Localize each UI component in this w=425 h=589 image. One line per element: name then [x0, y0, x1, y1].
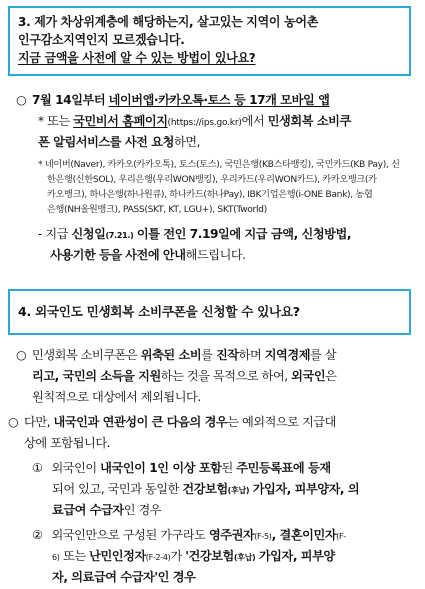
answer-4-text: 를 [201, 348, 213, 362]
question-4-line-1: 4. 외국인도 민생회복 소비쿠폰을 신청할 수 있나요? [18, 304, 300, 319]
answer-3-sub-b: 사전에 안내 [125, 248, 186, 262]
case-2-line-2 [52, 546, 335, 568]
case-bold: '건강보험 [185, 549, 234, 563]
answer-3-line-3 [38, 132, 200, 153]
answer-4-text: 민생회복 소비쿠폰은 [32, 348, 138, 362]
answer-4-text: 는 예외적으로 지급대 [227, 415, 336, 429]
case-bold: 주민등록표에 등재 [236, 461, 331, 475]
answer-3-date: 7월 14일부터 [32, 93, 106, 107]
answer-4-p2-line-1 [8, 412, 336, 433]
case-small: 6) [52, 553, 60, 562]
answer-4-text: 하며 [238, 348, 262, 362]
case-1-line-3 [52, 500, 161, 521]
apps-note-line-3: 카오뱅크), 하나은행(하나원큐), 하나카드(하나Pay), IBK기업은행(i-ONE Bank), 농협 [47, 189, 373, 200]
answer-4-text: 다만, [24, 415, 51, 429]
answer-3-sub-c: 해드립니다. [185, 248, 246, 262]
apps-note-line-1: * 네이버(Naver), 카카오(카카오톡), 토스(토스), 국민은행(KB스타뱅킹), 국민카드(KB Pay), 신 [38, 159, 400, 170]
answer-3-sub-line-1 [38, 224, 351, 246]
case-bold: 건강보험 [182, 482, 228, 496]
answer-3-line-1 [16, 90, 329, 111]
answer-3-sub-a: 사용기한 등을 [50, 248, 122, 262]
answer-4-bold: 리고, 국민의 소득을 지원 [32, 369, 161, 383]
answer-4-p1-line-3: 원칙적으로 대상에서 제외됩니다. [32, 390, 201, 404]
answer-3-mid: 에서 [241, 114, 265, 128]
question-3-box [8, 6, 411, 76]
answer-4-p2-line-2: 상에 포함됩니다. [24, 436, 111, 450]
apps-note-line-4: 은행(NH올원뱅크), PASS(SKT, KT, LGU+), SKT(Tworld) [47, 204, 267, 215]
case-bold: , 결혼이민자 [271, 528, 337, 542]
answer-4-text: 하는 것을 목적으로 하여, [160, 369, 288, 383]
answer-3-prefix: * 또는 [38, 114, 70, 128]
case-text: 외국인만으로 구성된 가구라도 [51, 528, 206, 542]
answer-3-end: 하면, [173, 135, 201, 149]
case-small: (F-2-4) [145, 553, 171, 562]
answer-4-bold: 위축된 소비 [140, 348, 202, 362]
bullet-circle: ○ [16, 348, 27, 362]
question-3-line-3: 지금 금액을 사전에 알 수 있는 방법이 있나요? [18, 50, 256, 65]
answer-4-p1-line-1 [16, 345, 336, 366]
answer-3-apply: 신청일 [71, 227, 106, 241]
case-bold: 료급여 수급자 [52, 503, 124, 517]
case-bold: 영주권자 [208, 528, 255, 542]
answer-4-bold: 진작 [215, 348, 239, 362]
case-text: 외국인이 [51, 461, 97, 475]
case-text: 된 [221, 461, 233, 475]
answer-3-apps: 네이버앱·카카오톡·토스 등 17개 모바일 앱 [108, 93, 330, 107]
case-text: 가 [170, 549, 182, 563]
case-small: (F-5) [254, 532, 272, 541]
answer-4-p1-line-2 [32, 366, 336, 387]
case-text: 또는 [63, 549, 86, 563]
answer-4-bold: 외국인 [291, 369, 326, 383]
case-bold: 난민인정자 [89, 549, 146, 563]
answer-4-text: 를 살 [310, 348, 337, 362]
answer-4-bold: 내국인과 연관성이 큰 다음의 경우 [53, 415, 228, 429]
answer-3-service-b: 폰 알림서비스를 사전 요청 [38, 135, 174, 149]
answer-3-apply-date: (7.21.) [105, 231, 134, 240]
answer-4-text: 은 [325, 369, 337, 383]
case-1-line-1 [32, 458, 331, 479]
case-2-line-1 [32, 525, 346, 547]
case-bold: 자, 의료급여 수급자' [52, 570, 158, 584]
case-small: (후납) [233, 553, 256, 562]
case-small: (후납) [227, 486, 250, 495]
case-1-line-2 [52, 479, 359, 501]
answer-3-line-2 [38, 111, 351, 134]
answer-3-service-a: 민생회복 소비쿠 [267, 114, 351, 128]
bullet-circle: ○ [8, 415, 19, 429]
answer-3-site: 국민비서 홈페이지 [73, 114, 168, 128]
circled-number-1: ① [32, 461, 43, 475]
case-2-line-3 [52, 567, 195, 588]
case-text: 인 경우 [123, 503, 162, 517]
case-text: 되어 있고, 국민과 동일한 [52, 482, 179, 496]
answer-3-url: (https://ips.go.kr) [167, 118, 242, 128]
question-4-box [8, 289, 411, 335]
question-3-line-1: 3. 제가 차상위계층에 해당하는지, 살고있는 지역이 농어촌 [18, 14, 319, 29]
apps-note-line-2: 한은행(신한SOL), 우리은행(우리WON뱅킹), 우리카드(우리WON카드), 카카오뱅크(카 [47, 174, 377, 185]
case-small: (F- [336, 532, 346, 541]
bullet-circle: ○ [16, 93, 27, 107]
case-bold: 내국인이 1인 이상 포함 [100, 461, 222, 475]
answer-3-before: 이틀 전인 7.19일에 지급 금액, 신청방법, [136, 227, 352, 241]
answer-3-dash: - 지급 [38, 227, 69, 241]
case-bold: 가입자, 피부양자, 의 [252, 482, 360, 496]
answer-4-bold: 지역경제 [264, 348, 311, 362]
circled-number-2: ② [32, 528, 43, 542]
case-bold: 가입자, 피부양 [258, 549, 335, 563]
case-bold: 인 경우 [157, 570, 196, 584]
question-3-line-2: 인구감소지역인지 모르겠습니다. [18, 32, 185, 47]
answer-3-sub-line-2 [50, 245, 246, 266]
